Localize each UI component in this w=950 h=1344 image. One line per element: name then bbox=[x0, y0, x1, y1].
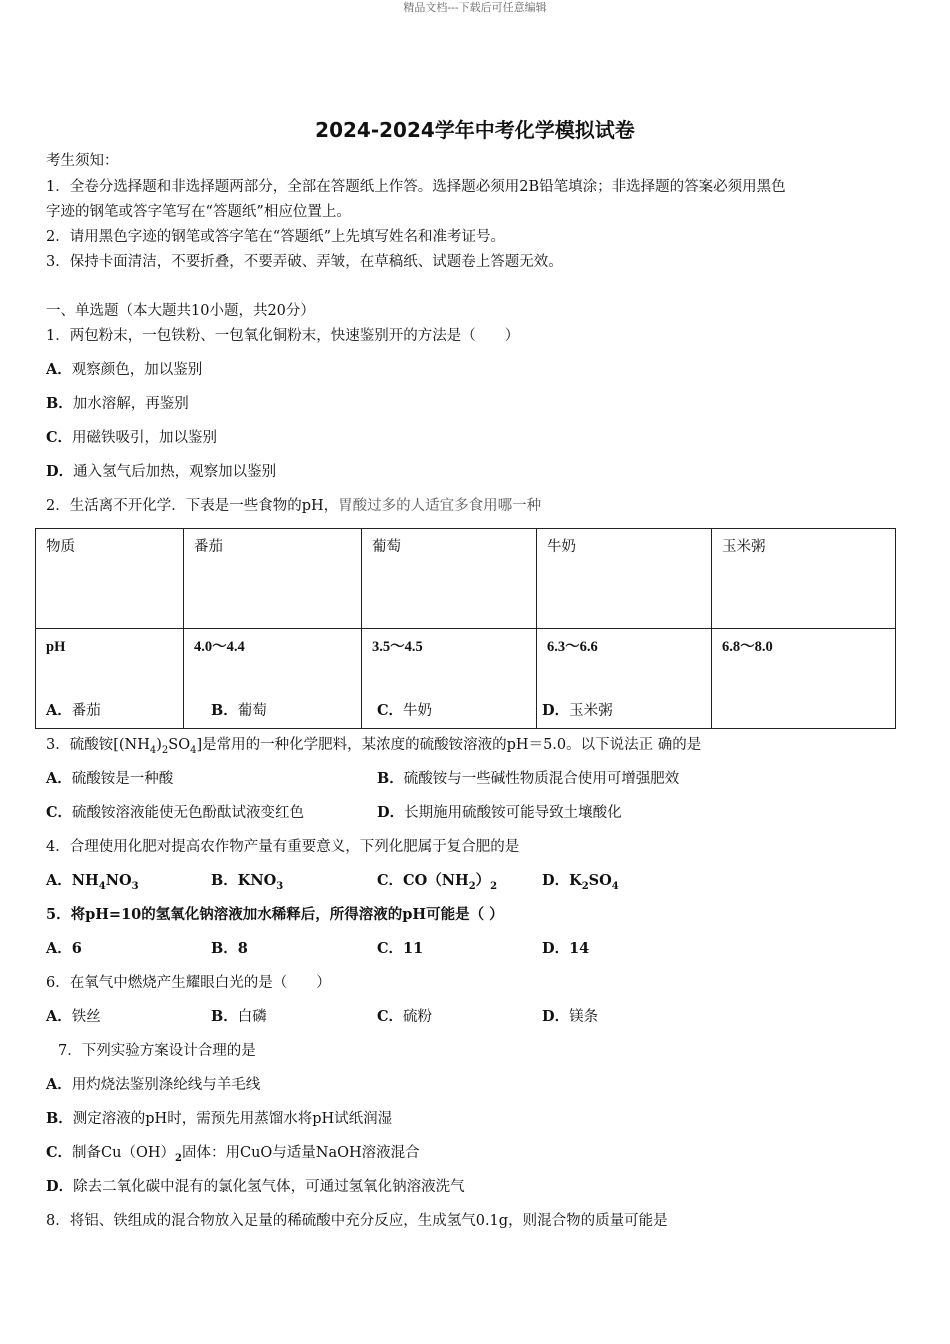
q2-option-b: B．葡萄 bbox=[211, 702, 267, 719]
notice-item-1b: 字迹的钢笔或答字笔写在“答题纸”相应位置上。 bbox=[46, 204, 351, 220]
header-note: 精品文档---下载后可任意编辑 bbox=[403, 1, 547, 14]
q1-option-b: B．加水溶解，再鉴别 bbox=[46, 395, 189, 412]
q3-option-c: C．硫酸铵溶液能使无色酚酞试液变红色 bbox=[46, 804, 305, 821]
page-title: 2024-2024学年中考化学模拟试卷 bbox=[315, 118, 635, 142]
table-cell: 番茄 bbox=[184, 529, 362, 629]
table-cell: 牛奶 bbox=[537, 529, 712, 629]
q2-option-c: C．牛奶 bbox=[377, 702, 433, 719]
q7-option-b: B．测定溶液的pH时，需预先用蒸馏水将pH试纸润湿 bbox=[46, 1110, 393, 1127]
q8-stem: 8．将铝、铁组成的混合物放入足量的稀硫酸中充分反应，生成氢气0.1g，则混合物的质量可能是 bbox=[46, 1213, 668, 1229]
q1-option-d: D．通入氢气后加热，观察加以鉴别 bbox=[46, 463, 277, 480]
q6-option-a: A．铁丝 bbox=[46, 1008, 101, 1025]
q6-option-b: B．白磷 bbox=[211, 1008, 267, 1025]
q7-option-d: D．除去二氧化碳中混有的氯化氢气体，可通过氢氧化钠溶液洗气 bbox=[46, 1178, 465, 1195]
q6-stem: 6．在氧气中燃烧产生耀眼白光的是（ ） bbox=[46, 975, 331, 991]
q6-option-c: C．硫粉 bbox=[377, 1008, 433, 1025]
q4-stem: 4．合理使用化肥对提高农作物产量有重要意义，下列化肥属于复合肥的是 bbox=[46, 839, 520, 855]
q5-option-b: B．8 bbox=[211, 940, 248, 957]
q5-option-c: C．11 bbox=[377, 940, 424, 957]
notice-item-2: 2．请用黑色字迹的钢笔或答字笔在“答题纸”上先填写姓名和准考证号。 bbox=[46, 229, 506, 245]
q4-option-c: C．$CO(NH_2)_2$ bbox=[377, 872, 498, 892]
q4-option-b: B．$KNO_3$ bbox=[211, 872, 284, 892]
q4-option-a: A．$NH_4NO_3$ bbox=[46, 872, 139, 892]
q6-option-d: D．镁条 bbox=[542, 1008, 599, 1025]
q1-stem: 1．两包粉末，一包铁粉、一包氧化铜粉末，快速鉴别开的方法是（ ） bbox=[46, 328, 520, 344]
q2-stem: 2．生活离不开化学．下表是一些食物的pH，胃酸过多的人适宜多食用哪一种 bbox=[46, 498, 542, 514]
notice-item-1a: 1．全卷分选择题和非选择题两部分，全部在答题纸上作答。选择题必须用2B铅笔填涂；非选择题的答案必须用黑色 bbox=[46, 179, 786, 195]
notice-item-3: 3．保持卡面清洁，不要折叠，不要弄破、弄皱，在草稿纸、试题卷上答题无效。 bbox=[46, 254, 563, 270]
table-cell: pH bbox=[36, 629, 184, 729]
table-row bbox=[36, 629, 896, 729]
table-cell: 葡萄 bbox=[362, 529, 537, 629]
ph-table bbox=[35, 528, 896, 729]
table-cell: 3.5～4.5 bbox=[362, 629, 537, 729]
table-cell: 6.3～6.6 bbox=[537, 629, 712, 729]
table-cell: 4.0～4.4 bbox=[184, 629, 362, 729]
notice-heading: 考生须知： bbox=[46, 153, 119, 169]
table-cell: 6.8～8.0 bbox=[712, 629, 896, 729]
table-cell: 物质 bbox=[36, 529, 184, 629]
q4-option-d: D．$K_2SO_4$ bbox=[542, 872, 619, 892]
q3-option-d: D．长期施用硫酸铵可能导致土壤酸化 bbox=[377, 804, 622, 821]
q7-stem: 7．下列实验方案设计合理的是 bbox=[58, 1043, 256, 1059]
q7-option-a: A．用灼烧法鉴别涤纶线与羊毛线 bbox=[46, 1076, 261, 1093]
q2-option-d: D．玉米粥 bbox=[542, 702, 613, 719]
q5-option-a: A．6 bbox=[46, 940, 82, 957]
q7-option-c: C．制备$Cu(OH)_2$固体：用CuO与适量NaOH溶液混合 bbox=[46, 1144, 420, 1164]
section-heading: 一、单选题（本大题共10小题，共20分） bbox=[46, 303, 315, 319]
table-cell: 玉米粥 bbox=[712, 529, 896, 629]
q2-option-a: A．番茄 bbox=[46, 702, 101, 719]
q1-option-c: C．用磁铁吸引，加以鉴别 bbox=[46, 429, 218, 446]
q3-option-a: A．硫酸铵是一种酸 bbox=[46, 770, 174, 787]
q3-stem: 3．硫酸铵$[(NH_4)_2SO_4]$是常用的一种化学肥料，某浓度的硫酸铵溶液的pH＝5.0。以下说法正 确的是 bbox=[46, 737, 702, 756]
table-row bbox=[36, 529, 896, 629]
q5-stem: 5．将pH=10的氢氧化钠溶液加水稀释后，所得溶液的pH可能是（ ） bbox=[46, 906, 504, 923]
q5-option-d: D．14 bbox=[542, 940, 590, 957]
q1-option-a: A．观察颜色，加以鉴别 bbox=[46, 361, 203, 378]
q3-option-b: B．硫酸铵与一些碱性物质混合使用可增强肥效 bbox=[377, 770, 680, 787]
